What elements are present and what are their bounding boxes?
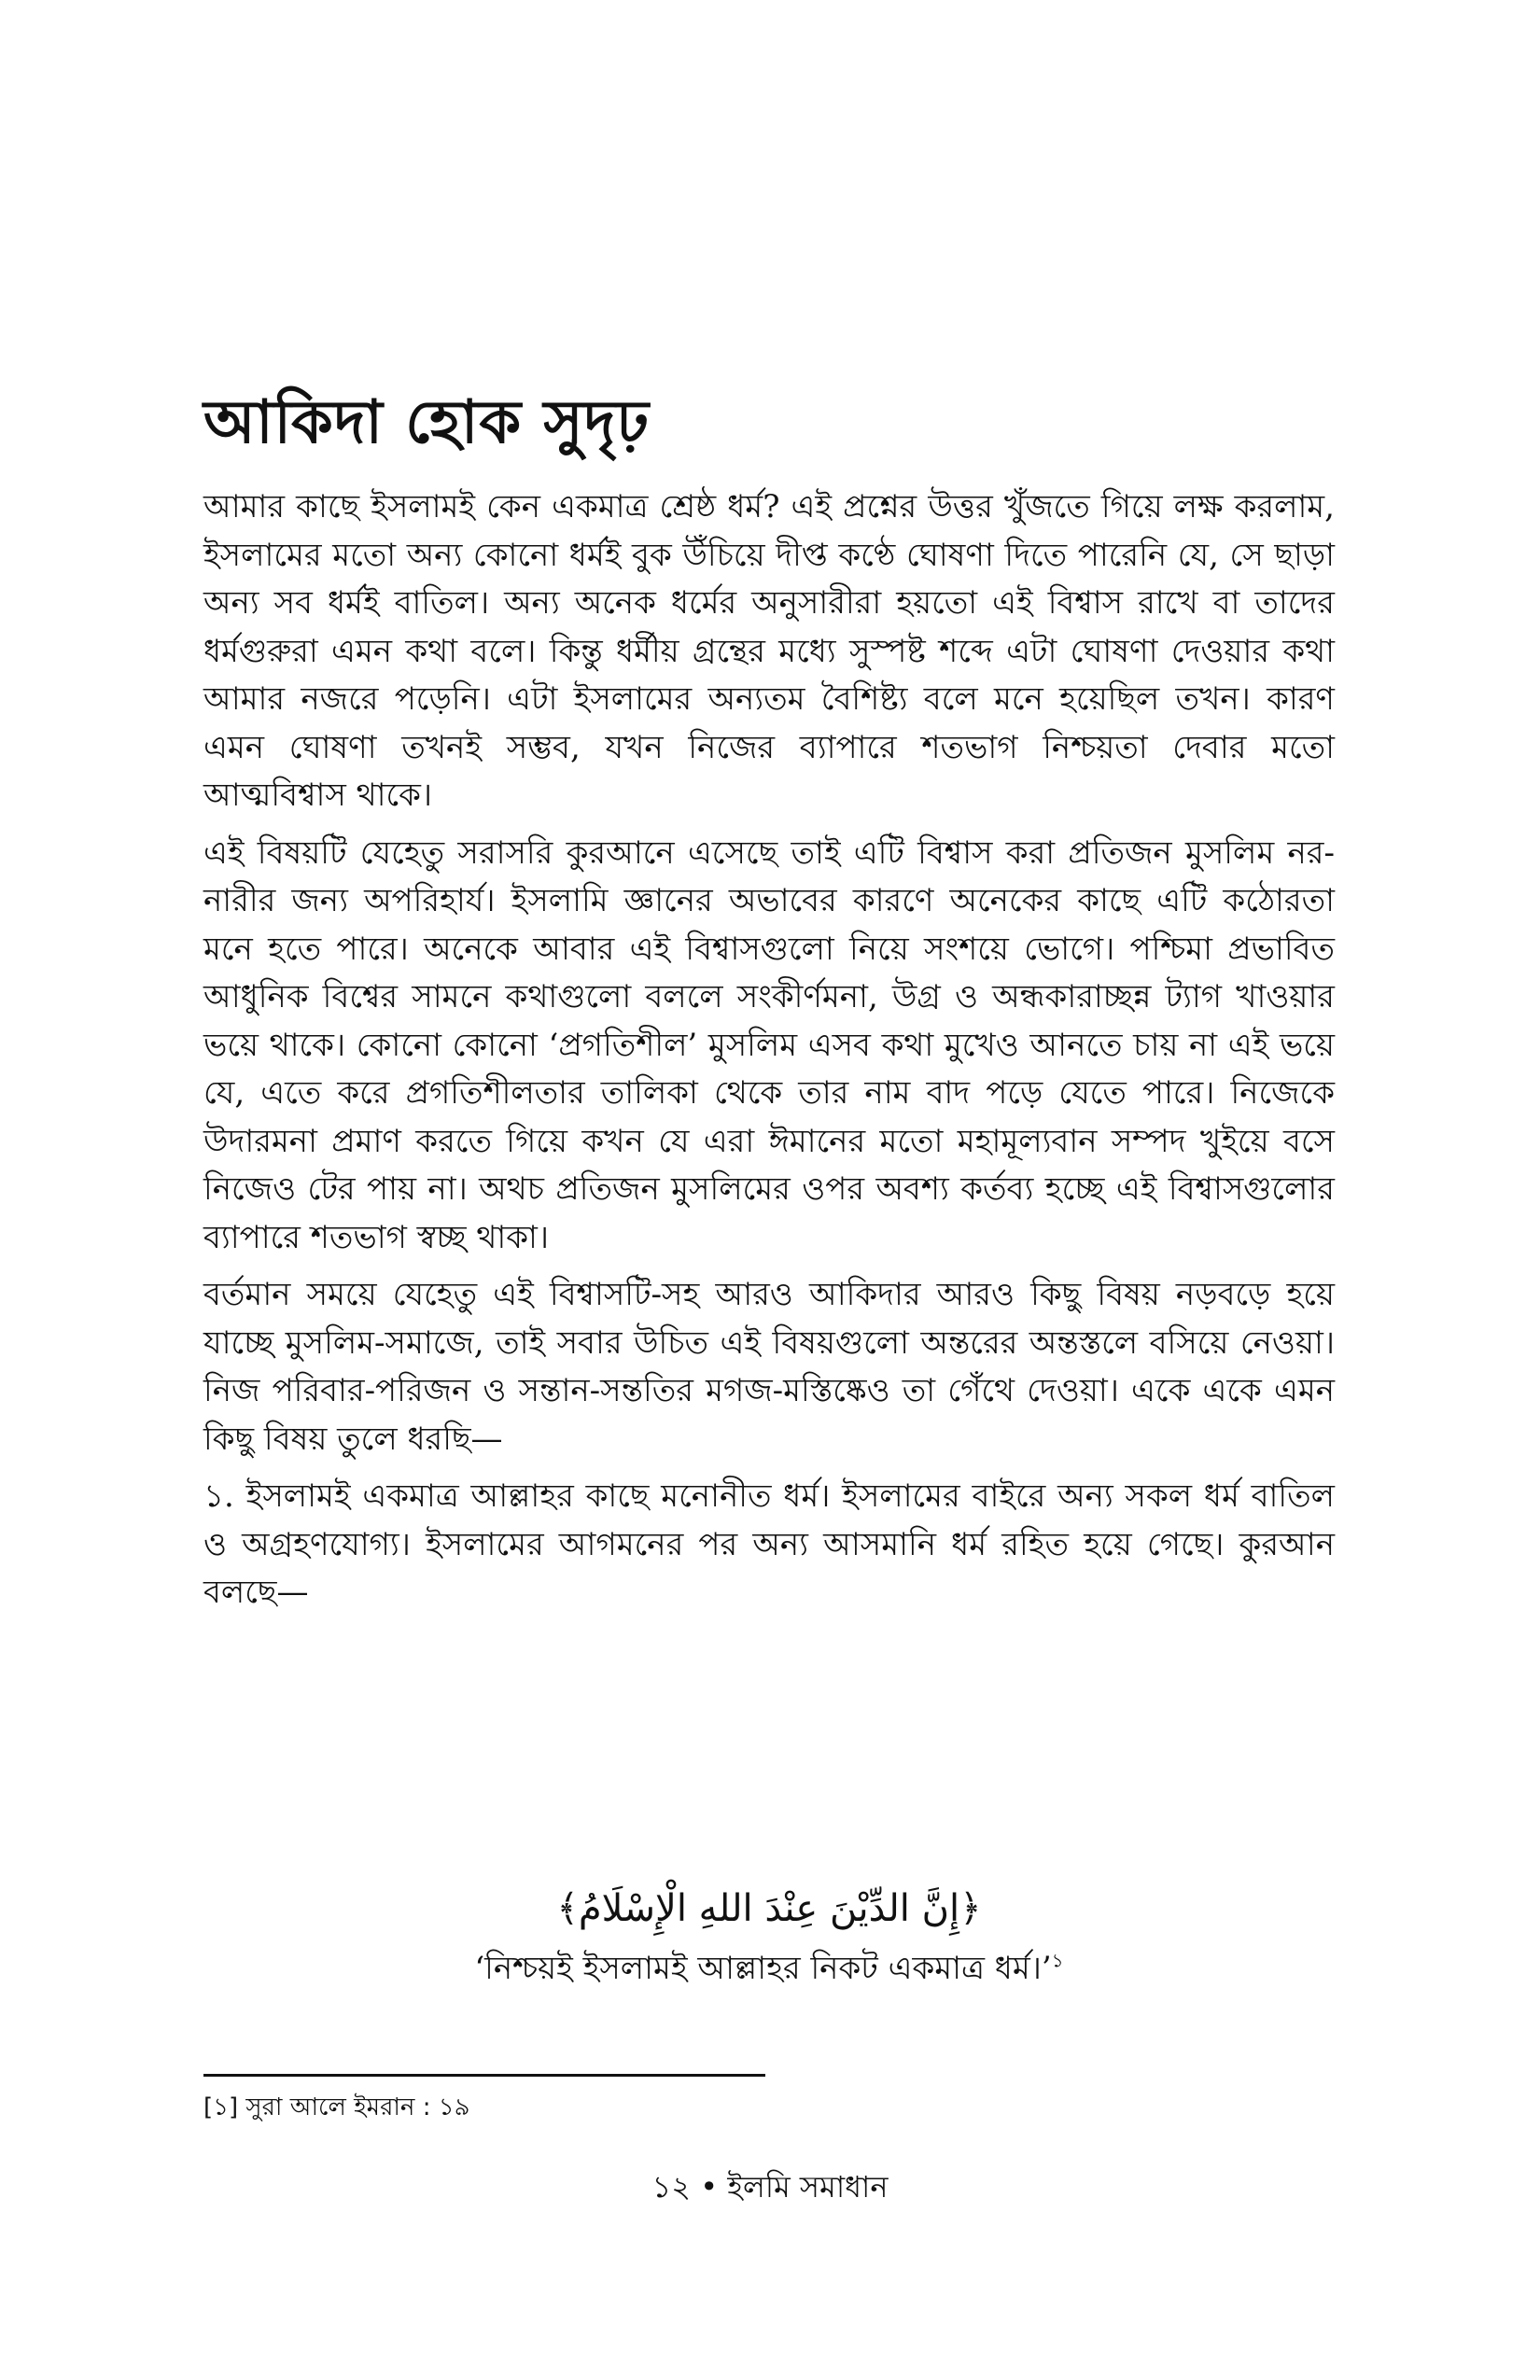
- body-text: [203, 483, 1335, 1627]
- footnote: [১] সুরা আলে ইমরান : ১৯: [203, 2093, 470, 2121]
- verse-translation: ‘নিশ্চয়ই ইসলামই আল্লাহর নিকট একমাত্র ধর্ম।’: [474, 1950, 1052, 1987]
- footnote-divider: [203, 2074, 765, 2077]
- paragraph: বর্তমান সময়ে যেহেতু এই বিশ্বাসটি-সহ আরও আকিদার আরও কিছু বিষয় নড়বড়ে হয়ে যাচ্ছে মুসলিম-সমাজে, তাই সবার উচিত এই বিষয়গুলো অন্তরের অন্তস্তলে বসিয়ে নেওয়া। নিজ পরিবার-পরিজন ও সন্তান-সন্ততির মগজ-মস্তিষ্কেও তা গেঁথে দেওয়া। একে একে এমন কিছু বিষয় তুলে ধরছি—: [203, 1276, 1335, 1458]
- quran-quote: [203, 1876, 1335, 1995]
- arabic-verse: ﴿إِنَّ الدِّيْنَ عِنْدَ اللهِ الْإِسْلَامُ﴾: [556, 1887, 982, 1930]
- verse-translation-line: [203, 1941, 1335, 1995]
- paragraph: এই বিষয়টি যেহেতু সরাসরি কুরআনে এসেছে তাই এটি বিশ্বাস করা প্রতিজন মুসলিম নর-নারীর জন্য অপরিহার্য। ইসলামি জ্ঞানের অভাবের কারণে অনেকের কাছে এটি কঠোরতা মনে হতে পারে। অনেকে আবার এই বিশ্বাসগুলো নিয়ে সংশয়ে ভোগে। পশ্চিমা প্রভাবিত আধুনিক বিশ্বের সামনে কথাগুলো বললে সংকীর্ণমনা, উগ্র ও অন্ধকারাচ্ছন্ন ট্যাগ খাওয়ার ভয়ে থাকে। কোনো কোনো ‘প্রগতিশীল’ মুসলিম এসব কথা মুখেও আনতে চায় না এই ভয়ে যে, এতে করে প্রগতিশীলতার তালিকা থেকে তার নাম বাদ পড়ে যেতে পারে। নিজেকে উদারমনা প্রমাণ করতে গিয়ে কখন যে এরা ঈমানের মতো মহামূল্যবান সম্পদ খুইয়ে বসে নিজেও টের পায় না। অথচ প্রতিজন মুসলিমের ওপর অবশ্য কর্তব্য হচ্ছে এই বিশ্বাসগুলোর ব্যাপারে শতভাগ স্বচ্ছ থাকা।: [203, 833, 1335, 1256]
- numbered-paragraph: ১. ইসলামই একমাত্র আল্লাহর কাছে মনোনীত ধর্ম। ইসলামের বাইরে অন্য সকল ধর্ম বাতিল ও অগ্রহণযোগ্য। ইসলামের আগমনের পর অন্য আসমানি ধর্ম রহিত হয়ে গেছে। কুরআন বলছে—: [203, 1477, 1335, 1611]
- footnote-reference: ১: [1051, 1949, 1064, 1972]
- chapter-title: আকিদা হোক সুদৃঢ়: [203, 388, 651, 457]
- paragraph: আমার কাছে ইসলামই কেন একমাত্র শ্রেষ্ঠ ধর্ম? এই প্রশ্নের উত্তর খুঁজতে গিয়ে লক্ষ করলাম, ইসলামের মতো অন্য কোনো ধর্মই বুক উঁচিয়ে দীপ্ত কণ্ঠে ঘোষণা দিতে পারেনি যে, সে ছাড়া অন্য সব ধর্মই বাতিল। অন্য অনেক ধর্মের অনুসারীরা হয়তো এই বিশ্বাস রাখে বা তাদের ধর্মগুরুরা এমন কথা বলে। কিন্তু ধর্মীয় গ্রন্থের মধ্যে সুস্পষ্ট শব্দে এটা ঘোষণা দেওয়ার কথা আমার নজরে পড়েনি। এটা ইসলামের অন্যতম বৈশিষ্ট্য বলে মনে হয়েছিল তখন। কারণ এমন ঘোষণা তখনই সম্ভব, যখন নিজের ব্যাপারে শতভাগ নিশ্চয়তা দেবার মতো আত্মবিশ্বাস থাকে।: [203, 488, 1335, 814]
- page-footer: ১২ • ইলমি সমাধান: [651, 2169, 889, 2205]
